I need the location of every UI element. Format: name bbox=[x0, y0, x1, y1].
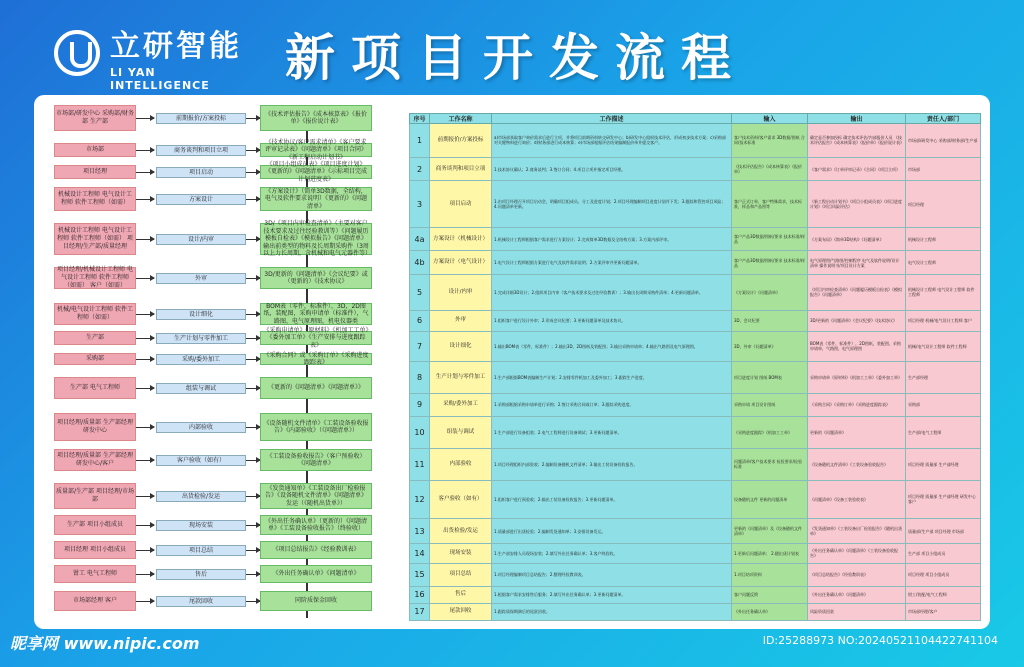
table-cell-in: 1.更新后问题清单； 2.随出货计划表 bbox=[732, 544, 808, 563]
table-cell-in: 客户正式订单，客户特殊需求，技术标准，样品和产品图等 bbox=[732, 181, 808, 228]
table-cell-no: 12 bbox=[410, 480, 430, 518]
flow-dept-box: 项目经理 项目小组成员 bbox=[54, 541, 136, 559]
flow-arrow bbox=[136, 314, 154, 315]
table-cell-resp: 项目经理 质量部 生产部经理 bbox=[906, 448, 981, 480]
flow-step-box: 方案设计 bbox=[156, 194, 246, 205]
table-cell-desc: 1.项目经理组织内部验收；2.编制设备随机文件清单；3.输出工装设备验收报告。 bbox=[492, 448, 732, 480]
flow-step-box: 商务谈判和项目立项 bbox=[156, 145, 246, 156]
table-cell-out: 《发货通知单》《工装设备出厂检验报告》《随机出货单》 bbox=[808, 518, 906, 543]
table-row bbox=[410, 518, 981, 543]
table-cell-name: 项目启动 bbox=[430, 181, 492, 228]
flow-row bbox=[34, 449, 404, 471]
flow-doc-box: 《工装设备验收报告》（客户预验收）《问题清单》 bbox=[260, 449, 372, 471]
flow-dept-box: 生产部 电气工程师 bbox=[54, 377, 136, 399]
table-cell-name: 方案设计（电气设计） bbox=[430, 251, 492, 274]
table-cell-out: 《项目内审检查清单》《问题履历模板自检表》《模拟报告》《问题清单》 bbox=[808, 274, 906, 310]
table-cell-desc: 1.电气设计工程师根据方案进行电气及软件需求说明；2.方案评审并更新问题清单。 bbox=[492, 251, 732, 274]
flow-row bbox=[34, 483, 404, 509]
table-cell-resp: 生产部经理 bbox=[906, 361, 981, 393]
flow-step-box: 尾款回收 bbox=[156, 596, 246, 607]
flow-arrow bbox=[136, 338, 154, 339]
flow-row bbox=[34, 267, 404, 289]
table-cell-desc: 1.项目经理编制项目总结报告；2.整理经验教训表。 bbox=[492, 563, 732, 586]
table-cell-out: 《方案布局》《简单3D结构》《问题清单》 bbox=[808, 228, 906, 251]
flow-row bbox=[34, 303, 404, 325]
table-cell-resp: 质量部/生产部 项目经理 市场部 bbox=[906, 518, 981, 543]
table-cell-desc: 1.跟踪质保期满后的尾款回收。 bbox=[492, 603, 732, 620]
table-cell-out: 《外出任务确认单》《问题清单》 bbox=[808, 586, 906, 603]
table-cell-no: 9 bbox=[410, 393, 430, 416]
table-cell-resp: 市场部/研发中心 采购部/财务部/生产部 bbox=[906, 124, 981, 158]
flow-arrow bbox=[246, 118, 260, 119]
table-cell-out: 《新工程启动计划书》《项目小组成员表》《项目进度计划》《项目风险评估》 bbox=[808, 181, 906, 228]
table-cell-out: 更新的《问题清单》 bbox=[808, 417, 906, 449]
flow-doc-box: 《外出任务确认单》（更新的）《问题清单》《工装设备验收报告》（终验收） bbox=[260, 515, 372, 535]
table-cell-no: 17 bbox=[410, 603, 430, 620]
table-row bbox=[410, 563, 981, 586]
flow-doc-box: 《设备随机文件清单》《工装设备验收报告》《内部验收》（《问题清单》） bbox=[260, 413, 372, 441]
table-cell-desc: 1.质量部进行出货检验；2.编制发货通知单；3.安排设备发运。 bbox=[492, 518, 732, 543]
flow-step-box: 现场安装 bbox=[156, 520, 246, 531]
table-cell-name: 现场安装 bbox=[430, 544, 492, 563]
table-cell-name: 方案设计（机械设计） bbox=[430, 228, 492, 251]
table-cell-resp: 生产部/电气工程师 bbox=[906, 417, 981, 449]
table-cell-name: 内部验收 bbox=[430, 448, 492, 480]
table-cell-name: 前期报价/方案投标 bbox=[430, 124, 492, 158]
table-cell-in: 客户产品3D数据/图纸/要求 技术标准/样品 bbox=[732, 251, 808, 274]
table-cell-name: 采购/委外加工 bbox=[430, 393, 492, 416]
flow-arrow bbox=[246, 239, 260, 240]
table-cell-no: 13 bbox=[410, 518, 430, 543]
table-row bbox=[410, 157, 981, 180]
table-cell-in: 《外出任务确认单》 bbox=[732, 603, 808, 620]
table-cell-no: 7 bbox=[410, 332, 430, 362]
table-cell-resp: 生产部 项目小组成员 bbox=[906, 544, 981, 563]
flow-dept-box: 生产部 bbox=[54, 331, 136, 345]
table-cell-desc: a)市场部获取客户询价需求后进行立项，并将项目前期资料转交研发中心；b)研发中心组织技术评估，形成初步技术方案；c)采购部对关键物料进行询价；d)财务部进行成本核算；e)市场部根据评估结果编制报价单并提交客户。 bbox=[492, 124, 732, 158]
table-cell-no: 8 bbox=[410, 361, 430, 393]
table-cell-desc: 1.由项目经理召开项目启动会，明确项目组成员、分工及进度计划；2.项目经理编制项目进度计划并下发；3.跟踪和管控项目风险；4.问题清单更新。 bbox=[492, 181, 732, 228]
table-cell-in: 1.项目结项资料 bbox=[732, 563, 808, 586]
flow-doc-box: 《技术评估报告》《成本核算表》《报价单》《报价说计表》 bbox=[260, 105, 372, 131]
flow-arrow bbox=[136, 574, 154, 575]
flow-step-box: 内部验收 bbox=[156, 422, 246, 433]
flow-row bbox=[34, 565, 404, 583]
flow-dept-box: 机械设计工程师 电气设计工程师 软件工程师（如需） bbox=[54, 187, 136, 211]
flow-row bbox=[34, 591, 404, 611]
table-cell-no: 4a bbox=[410, 228, 430, 251]
flow-row bbox=[34, 105, 404, 131]
table-row bbox=[410, 544, 981, 563]
table-cell-desc: 1.采购部根据采购申请单进行采购；2.签订采购合同或订单；3.跟踪采购进度。 bbox=[492, 393, 732, 416]
flow-dept-box: 市场部/研发中心 采购部/财务部 生产部 bbox=[54, 105, 136, 131]
table-cell-no: 10 bbox=[410, 417, 430, 449]
flow-arrow bbox=[246, 278, 260, 279]
flow-arrow bbox=[246, 314, 260, 315]
table-cell-name: 生产计划与零件加工 bbox=[430, 361, 492, 393]
flow-arrow bbox=[246, 172, 260, 173]
table-cell-resp: 市场部 bbox=[906, 157, 981, 180]
flow-row bbox=[34, 160, 404, 183]
table-cell-desc: 1.输出BOM表（零件，标准件）；2.输出3D、2D图纸及装配图；3.输出采购申请单；4.输出气路图及电气原理图。 bbox=[492, 332, 732, 362]
flow-row bbox=[34, 220, 404, 258]
table-cell-no: 14 bbox=[410, 544, 430, 563]
table-cell-no: 11 bbox=[410, 448, 430, 480]
logo-en-text: LI YAN INTELLIGENCE bbox=[110, 66, 210, 92]
flow-arrow bbox=[246, 359, 260, 360]
flow-arrow bbox=[136, 278, 154, 279]
flow-row bbox=[34, 187, 404, 211]
flow-row bbox=[34, 353, 404, 365]
table-cell-resp: 项目经理 质量部 生产部经理 研发中心 客户 bbox=[906, 480, 981, 518]
table-cell-resp: 机械/电气设计工程师 软件工程师 bbox=[906, 332, 981, 362]
table-cell-desc: 1.机械设计工程师根据客户需求进行方案设计；2.完成简单3D数据及全结构方案；3.方案内部评审。 bbox=[492, 228, 732, 251]
flow-step-box: 客户验收（如有） bbox=[156, 455, 246, 466]
table-cell-name: 设计/内审 bbox=[430, 274, 492, 310]
page-title: 新项目开发流程 bbox=[285, 29, 747, 87]
watermark-site: 昵享网 www.nipic.com bbox=[10, 634, 200, 653]
company-logo bbox=[54, 28, 244, 92]
flow-step-box: 设计细化 bbox=[156, 309, 246, 320]
table-cell-in: 客户问题反馈 bbox=[732, 586, 808, 603]
flow-dept-box: 机械设计工程师 电气设计工程师 软件工程师（如需） 项目经理/生产部/质量经理 bbox=[54, 223, 136, 255]
table-cell-desc: 1.生产部安排人员现场安装；2.填写外出任务确认单；3.客户终验收。 bbox=[492, 544, 732, 563]
table-cell-out: 《客户需求》《订单评审记录》《合同》《项目立项》 bbox=[808, 157, 906, 180]
table-row bbox=[410, 124, 981, 158]
flow-arrow bbox=[136, 239, 154, 240]
flow-arrow bbox=[246, 199, 260, 200]
process-table bbox=[409, 113, 981, 621]
table-cell-resp: 采购部 bbox=[906, 393, 981, 416]
logo-cn-text: 立研智能 bbox=[110, 29, 242, 64]
table-cell-desc: 1.生产部根据BOM表编制生产计划；2.安排零件机加工及委外加工；3.跟踪生产进度。 bbox=[492, 361, 732, 393]
table-cell-desc: 1.根据客户需求安排售后服务；2.填写外出任务确认单；3.更新问题清单。 bbox=[492, 586, 732, 603]
flow-row bbox=[34, 326, 404, 349]
table-cell-name: 客户验收（如有） bbox=[430, 480, 492, 518]
flow-step-box: 采购/委外加工 bbox=[156, 354, 246, 365]
logo-mark-icon bbox=[54, 30, 100, 76]
flow-step-box: 生产计划与零件加工 bbox=[156, 333, 246, 344]
col-header-no: 序号 bbox=[410, 114, 430, 124]
flow-doc-box: 《项目小组成员表》《项目进度计划》《更新的》《问题清单》《示标项目完成计划进度表》 bbox=[260, 165, 372, 179]
col-header-name: 工作名称 bbox=[430, 114, 492, 124]
table-row bbox=[410, 228, 981, 251]
table-cell-no: 2 bbox=[410, 157, 430, 180]
table-row bbox=[410, 251, 981, 274]
flow-doc-box: BOM表（零件，标准件），3D，2D图纸，装配图，采购申请单（标准件），气路图，电气原理图，机电仪器类 bbox=[260, 303, 372, 325]
table-cell-name: 外审 bbox=[430, 310, 492, 331]
flow-arrow bbox=[246, 574, 260, 575]
table-cell-resp: 项目经理 机械/电气设计工程师 客户 bbox=[906, 310, 981, 331]
table-cell-resp: 市场部经理/客户 bbox=[906, 603, 981, 620]
flow-doc-box: 同阶质保金回收 bbox=[260, 591, 372, 611]
flow-step-box: 出货检验/发运 bbox=[156, 491, 246, 502]
flow-dept-box: 项目经理 bbox=[54, 165, 136, 179]
flow-arrow bbox=[246, 427, 260, 428]
flow-arrow bbox=[136, 525, 154, 526]
table-cell-resp: 机械设计工程师 bbox=[906, 228, 981, 251]
table-cell-out: 《设备随机文件清单》《工装设备验收报告》 bbox=[808, 448, 906, 480]
table-cell-desc: 1.完成详细3D设计；2.组织项目内审（客户技术要求及过往经验教训）；3.输出长周期采购件清单；4.更新问题清单。 bbox=[492, 274, 732, 310]
flow-step-box: 设计/内审 bbox=[156, 234, 246, 245]
flow-doc-box: 3D/《项目内审检查清单》（主要对客户技术要求及过往经验教训等）《问题履历模板自检表》《模拟报告》《问题清单》输出前类型的物料及长周期采购件（3周以上力长周期，含机械和电气元器件等） bbox=[260, 223, 372, 255]
flow-arrow bbox=[136, 150, 154, 151]
flow-dept-box: 项目经理/质量部 生产部经理 研发中心 bbox=[54, 413, 136, 441]
table-cell-in: 客户技术资料/客户需求 3D数据/图纸 合同/技术标准 bbox=[732, 124, 808, 158]
flow-row bbox=[34, 541, 404, 559]
table-cell-out: 采购申请单《原材料》《机加工工单》《委外加工单》 bbox=[808, 361, 906, 393]
flow-dept-box: 采购部 bbox=[54, 353, 136, 365]
table-cell-no: 16 bbox=[410, 586, 430, 603]
table-cell-in: 更新的《问题清单》及《设备随机文件清单》 bbox=[732, 518, 808, 543]
table-cell-in: 客户产品3D数据/图纸/要求 技术标准/样品 bbox=[732, 228, 808, 251]
table-row bbox=[410, 586, 981, 603]
table-cell-in: 设备随机文件 更新的问题清单 bbox=[732, 480, 808, 518]
table-cell-resp: 项目经理 bbox=[906, 181, 981, 228]
table-cell-in: 《方案设计》《问题清单》 bbox=[732, 274, 808, 310]
table-cell-desc: 1.组织客户进行预验收；2.输出工装设备验收报告；3.更新问题清单。 bbox=[492, 480, 732, 518]
flow-arrow bbox=[246, 601, 260, 602]
table-cell-resp: 电气设计工程师 bbox=[906, 251, 981, 274]
table-row bbox=[410, 361, 981, 393]
flow-dept-box: 钳工 电气工程师 bbox=[54, 565, 136, 583]
flow-arrow bbox=[246, 525, 260, 526]
flow-row bbox=[34, 377, 404, 399]
flow-step-box: 项目启动 bbox=[156, 167, 246, 178]
flow-step-box: 项目总结 bbox=[156, 545, 246, 556]
table-cell-name: 项目总结 bbox=[430, 563, 492, 586]
table-cell-desc: 1.技术协议确认；2.商务谈判；3.签订合同；4.项目立项并指定项目经理。 bbox=[492, 157, 732, 180]
table-cell-no: 6 bbox=[410, 310, 430, 331]
flow-dept-box: 市场部 bbox=[54, 143, 136, 157]
table-cell-name: 售后 bbox=[430, 586, 492, 603]
table-cell-no: 3 bbox=[410, 181, 430, 228]
table-cell-out: BOM表（零件，标准件），2D图纸，装配图，采购申请单，气路图，电气原理图 bbox=[808, 332, 906, 362]
flow-arrow bbox=[136, 172, 154, 173]
table-row bbox=[410, 310, 981, 331]
flow-arrow bbox=[136, 199, 154, 200]
table-cell-desc: 1.生产部进行设备组装；2.电气工程师进行设备调试；3.更新问题清单。 bbox=[492, 417, 732, 449]
table-cell-out: 确定是否参加投标 确定技术评估/内部报价人员 《技术评估报告》《成本核算表》《报价单》《报价说计表》 bbox=[808, 124, 906, 158]
flow-doc-box: 3D/更新的《问题清单》《会议纪要》或（更新的）《技术协议》 bbox=[260, 267, 372, 289]
flow-arrow bbox=[136, 496, 154, 497]
flow-step-box: 外审 bbox=[156, 273, 246, 284]
flow-arrow bbox=[246, 460, 260, 461]
table-cell-name: 出货检验/发运 bbox=[430, 518, 492, 543]
table-cell-out: 《项目总结报告》《经验教训表》 bbox=[808, 563, 906, 586]
flow-arrow bbox=[136, 427, 154, 428]
table-cell-no: 4b bbox=[410, 251, 430, 274]
table-cell-out: 《外出任务确认单》《问题清单》《工装设备验收报告》 bbox=[808, 544, 906, 563]
table-cell-in: 3D，会议纪要 bbox=[732, 310, 808, 331]
flow-dept-box: 项目经理/机械设计工程师 电气设计工程师 软件工程师（如需） 客户（如需） bbox=[54, 267, 136, 289]
flow-arrow bbox=[136, 601, 154, 602]
table-row bbox=[410, 603, 981, 620]
flow-arrow bbox=[136, 388, 154, 389]
flow-dept-box: 机械/电气设计工程师 软件工程师（如需） bbox=[54, 303, 136, 325]
flow-doc-box: 《技术协议/客户需求清单》《客户要求评审记录表》《问题清单》《项目合同》《新工程启动计划书》 bbox=[260, 143, 372, 157]
table-cell-in: 《技术评估报告》《成本核算表》《报价单》 bbox=[732, 157, 808, 180]
table-header-row bbox=[410, 114, 981, 124]
table-cell-no: 5 bbox=[410, 274, 430, 310]
table-cell-out: 3D/更新的《问题清单》《会议纪要》《技术协议》 bbox=[808, 310, 906, 331]
watermark-id: ID:25288973 NO:20240521104422741104 bbox=[762, 634, 998, 647]
flow-dept-box: 市场部经理 客户 bbox=[54, 591, 136, 611]
content-panel bbox=[34, 95, 990, 629]
flow-arrow bbox=[246, 338, 260, 339]
flow-arrow bbox=[246, 388, 260, 389]
table-cell-name: 设计细化 bbox=[430, 332, 492, 362]
table-cell-in: 项目进度计划 图纸 BOM表 bbox=[732, 361, 808, 393]
table-cell-in: 《采购进度跟踪》《机加工工单》 bbox=[732, 417, 808, 449]
col-header-input: 输入 bbox=[732, 114, 808, 124]
flow-doc-box: 《项目总结报告》《经验教训表》 bbox=[260, 541, 372, 559]
flow-doc-box: 《更新的《问题清单》《问题清单》》 bbox=[260, 377, 372, 399]
flow-arrow bbox=[246, 496, 260, 497]
flow-arrow bbox=[136, 359, 154, 360]
flow-row bbox=[34, 138, 404, 161]
process-flowchart bbox=[34, 95, 404, 629]
table-cell-in: 3D，外审《问题清单》 bbox=[732, 332, 808, 362]
table-row bbox=[410, 332, 981, 362]
table-row bbox=[410, 181, 981, 228]
flow-dept-box: 质量部/生产部 项目经理/市场部 bbox=[54, 483, 136, 509]
flow-step-box: 售后 bbox=[156, 569, 246, 580]
table-cell-out: 《采购合同》《采购订单》《采购进度跟踪表》 bbox=[808, 393, 906, 416]
table-cell-resp: 项目经理 项目小组成员 bbox=[906, 563, 981, 586]
table-cell-out: 《问题清单》《设备工装验收表》 bbox=[808, 480, 906, 518]
flow-arrow bbox=[136, 550, 154, 551]
flow-row bbox=[34, 413, 404, 441]
flow-dept-box: 项目经理/质量部 生产部经理 研发中心/客户 bbox=[54, 449, 136, 471]
flow-arrow bbox=[246, 550, 260, 551]
flow-arrow bbox=[136, 460, 154, 461]
table-cell-name: 商务谈判和项目立项 bbox=[430, 157, 492, 180]
table-cell-name: 尾款回收 bbox=[430, 603, 492, 620]
flow-dept-box: 生产部 项目小组成员 bbox=[54, 515, 136, 535]
flow-doc-box: 《采购合同》或《采购订单》《采购进度跟踪表》 bbox=[260, 353, 372, 365]
table-row bbox=[410, 393, 981, 416]
flow-doc-box: 《方案设计》（简单3D数据，全结构，电气及软件要求说明）《更新的》《问题清单》 bbox=[260, 187, 372, 211]
table-cell-name: 组装与调试 bbox=[430, 417, 492, 449]
table-row bbox=[410, 417, 981, 449]
table-row bbox=[410, 480, 981, 518]
table-cell-out: 电气原理图/气路图/控制程序 电气及软件说明/设计清单 操作说明书/项目设计方案 bbox=[808, 251, 906, 274]
flow-doc-box: 《采购申请单》《原材料》《机加工工单》《委外加工单》《生产安排与进度跟踪表》 bbox=[260, 331, 372, 345]
table-row bbox=[410, 274, 981, 310]
flow-step-box: 组装与调试 bbox=[156, 383, 246, 394]
flow-row bbox=[34, 515, 404, 535]
flow-step-box: 前期报价/方案投标 bbox=[156, 113, 246, 124]
table-cell-in: 采购申请 项目设计图纸 bbox=[732, 393, 808, 416]
flow-arrow bbox=[136, 118, 154, 119]
table-cell-resp: 机械设计工程师 电气设计工程师 软件工程师 bbox=[906, 274, 981, 310]
flow-arrow bbox=[246, 150, 260, 151]
table-row bbox=[410, 448, 981, 480]
flow-doc-box: 《外出任务确认单》《问题清单》 bbox=[260, 565, 372, 583]
table-cell-no: 15 bbox=[410, 563, 430, 586]
table-cell-no: 1 bbox=[410, 124, 430, 158]
table-cell-out: 风险资质回款 bbox=[808, 603, 906, 620]
col-header-desc: 工作描述 bbox=[492, 114, 732, 124]
col-header-output: 输出 bbox=[808, 114, 906, 124]
table-cell-desc: 1.组织客户进行设计外审；2.形成会议纪要；3.更新问题清单及技术协议。 bbox=[492, 310, 732, 331]
col-header-resp: 责任人/部门 bbox=[906, 114, 981, 124]
flow-doc-box: 《发货通知单》《工装设备出厂检验报告》《设备随机文件清单》《问题清单》发运（《随机出货单》） bbox=[260, 483, 372, 509]
table-cell-resp: 钳工/装配/电气工程师 bbox=[906, 586, 981, 603]
table-cell-in: 问题清单/客户技术要求 检验要求/检验标准 bbox=[732, 448, 808, 480]
